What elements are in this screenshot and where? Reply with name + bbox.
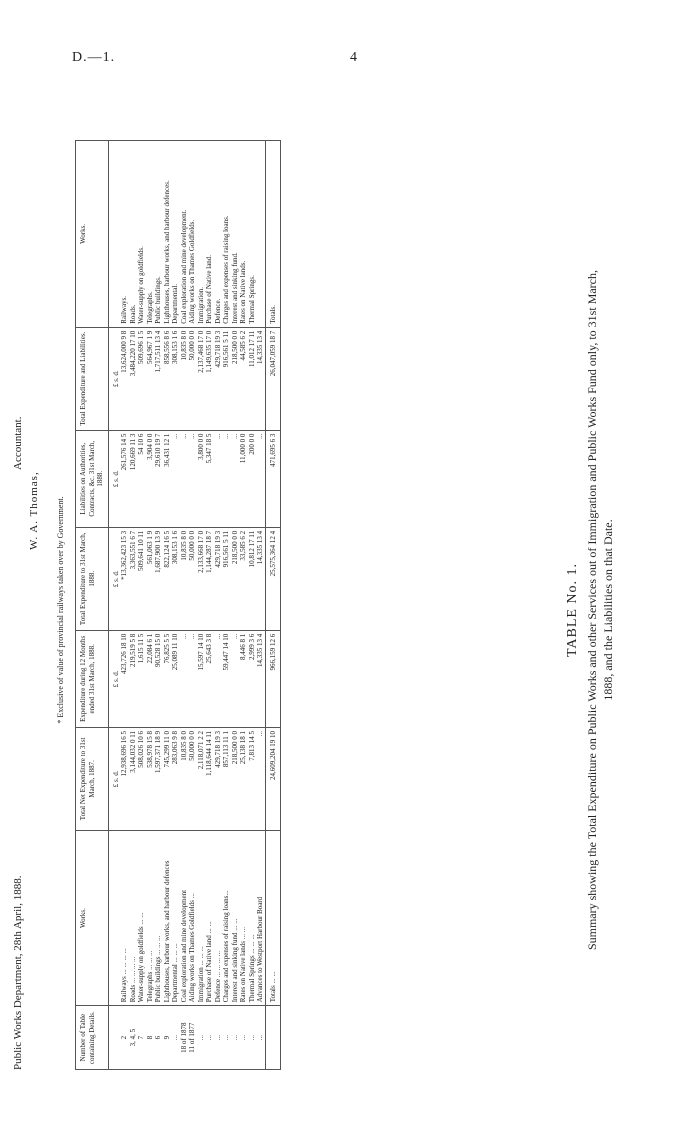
totals-liab: 471,695 6 3 — [265, 430, 281, 527]
cell-during: 1,615 11 5 — [137, 630, 146, 727]
cell-during: 76,825 5 5 — [163, 630, 172, 727]
document-reference: D.—1. — [72, 50, 116, 65]
cell-net: 283,063 9 8 — [171, 727, 180, 830]
cell-liab: 29,610 19 7 — [154, 430, 163, 527]
units-cell: £ s. d. — [108, 527, 120, 630]
cell-total: 916,561 5 11 — [222, 527, 231, 630]
cell-net: 25,138 18 1 — [239, 727, 248, 830]
cell-ref: ... — [222, 1006, 231, 1070]
header-number: Number of Table containing Details. — [76, 1006, 109, 1070]
cell-ref: 9 — [163, 1006, 172, 1070]
totals-label: Totals ... ... — [265, 830, 281, 1006]
cell-ref: ... — [248, 1006, 257, 1070]
cell-grand: 429,718 19 3 — [214, 327, 223, 430]
cell-liab: 200 0 0 — [248, 430, 257, 527]
cell-during: 59,447 14 10 — [222, 630, 231, 727]
table-header-row — [76, 141, 109, 1070]
summary-line-1: Summary showing the Total Expenditure on Public Works and other Services out of Immigration and Public Works Fund only, to 31st March, — [585, 269, 599, 951]
cell-net: 1,597,371 18 9 — [154, 727, 163, 830]
cell-ref: 18 of 1878 — [180, 1006, 189, 1070]
cell-grand: 858,556 8 6 — [163, 327, 172, 430]
cell-grand: 1,717,511 13 4 — [154, 327, 163, 430]
table-row — [214, 141, 223, 1070]
cell-works2: Roads. — [129, 141, 138, 328]
cell-net: 857,113 11 1 — [222, 727, 231, 830]
cell-total: *13,362,423 15 3 — [120, 527, 129, 630]
cell-net: 10,835 8 0 — [180, 727, 189, 830]
header-total-liabilities: Total Expenditure and Liabilities. — [76, 327, 109, 430]
cell-ref: ... — [205, 1006, 214, 1070]
cell-grand: 308,153 1 6 — [171, 327, 180, 430]
cell-during: ... — [231, 630, 240, 727]
totals-during: 966,159 12 6 — [265, 630, 281, 727]
cell-liab: ... — [231, 430, 240, 527]
cell-works: Defence ... ... ... ... — [214, 830, 223, 1006]
cell-works2: Coal exploration and mine development. — [180, 141, 189, 328]
totals-net: 24,609,204 19 10 — [265, 727, 281, 830]
cell-liab: 54 10 6 — [137, 430, 146, 527]
signer-position: Accountant. — [12, 416, 24, 470]
cell-liab: ... — [214, 430, 223, 527]
cell-works: Departmental ... ... ... — [171, 830, 180, 1006]
cell-total: 1,144,287 18 7 — [205, 527, 214, 630]
totals-total: 25,575,364 12 4 — [265, 527, 281, 630]
cell-during: ... — [188, 630, 197, 727]
cell-total: 33,585 6 2 — [239, 527, 248, 630]
cell-net: 218,500 0 0 — [231, 727, 240, 830]
table-row — [171, 141, 180, 1070]
table-row — [146, 141, 155, 1070]
expenditure-table — [75, 140, 281, 1070]
cell-during: 90,528 15 0 — [154, 630, 163, 727]
cell-works: Purchase of Native land ... ... — [205, 830, 214, 1006]
table-row — [248, 141, 257, 1070]
cell-ref: 8 — [146, 1006, 155, 1070]
cell-liab: 120,669 11 3 — [129, 430, 138, 527]
table-row — [137, 141, 146, 1070]
cell-works: Roads ... ... ... ... — [129, 830, 138, 1006]
table-row — [188, 141, 197, 1070]
cell-during: 22,084 6 1 — [146, 630, 155, 727]
cell-works2 — [256, 141, 265, 328]
cell-grand: 916,561 5 11 — [222, 327, 231, 430]
header-liabilities: Liabilities on Authorities, Contracts, &c. 31st March, 1888. — [76, 430, 109, 527]
cell-works: Thermal Springs ... ... ... — [248, 830, 257, 1006]
cell-works: Interest and sinking fund ... ... — [231, 830, 240, 1006]
cell-works: Advances to Westport Harbour Board — [256, 830, 265, 1006]
cell-grand: 3,484,220 17 10 — [129, 327, 138, 430]
cell-net: 3,144,032 0 11 — [129, 727, 138, 830]
cell-works2: Purchase of Native land. — [205, 141, 214, 328]
cell-works2: Public buildings. — [154, 141, 163, 328]
cell-grand: 2,137,468 17 0 — [197, 327, 206, 430]
cell-net: 7,813 14 5 — [248, 727, 257, 830]
header-total-1888: Total Expenditure to 31st March, 1888. — [76, 527, 109, 630]
cell-works2: Telegraphs. — [146, 141, 155, 328]
cell-ref: ... — [231, 1006, 240, 1070]
cell-net: 538,978 15 8 — [146, 727, 155, 830]
cell-ref: ... — [214, 1006, 223, 1070]
cell-ref: ... — [171, 1006, 180, 1070]
cell-during: 15,597 14 10 — [197, 630, 206, 727]
cell-liab: 5,347 18 5 — [205, 430, 214, 527]
table-body — [108, 141, 265, 1070]
table-row — [129, 141, 138, 1070]
cell-total: 10,835 8 0 — [180, 527, 189, 630]
cell-liab: ... — [256, 430, 265, 527]
table-row — [120, 141, 129, 1070]
units-row — [108, 141, 120, 1070]
cell-during: 2,999 3 6 — [248, 630, 257, 727]
table-row — [163, 141, 172, 1070]
cell-works: Coal exploration and mine development — [180, 830, 189, 1006]
cell-total: 14,335 13 4 — [256, 527, 265, 630]
header-net-1887: Total Net Expenditure to 31st March, 1887. — [76, 727, 109, 830]
cell-grand: 564,967 1 9 — [146, 327, 155, 430]
cell-grand: 44,585 6 2 — [239, 327, 248, 430]
table-row — [180, 141, 189, 1070]
cell-works: Aiding works on Thames Goldfields ... — [188, 830, 197, 1006]
cell-ref: 7 — [137, 1006, 146, 1070]
cell-net: 50,000 0 0 — [188, 727, 197, 830]
units-cell: £ s. d. — [108, 727, 120, 830]
cell-during: 25,089 11 10 — [171, 630, 180, 727]
cell-liab: ... — [180, 430, 189, 527]
header-during-12-months: Expenditure during 12 Months ended 31st March, 1888. — [76, 630, 109, 727]
cell-liab: 11,000 0 0 — [239, 430, 248, 527]
cell-works: Immigration ... ... ... — [197, 830, 206, 1006]
cell-total: 218,500 0 0 — [231, 527, 240, 630]
cell-grand: 1,149,635 17 0 — [205, 327, 214, 430]
cell-liab: ... — [222, 430, 231, 527]
cell-works2: Aiding works on Thames Goldfields. — [188, 141, 197, 328]
cell-net: 508,026 10 6 — [137, 727, 146, 830]
cell-works2: Rates on Native lands. — [239, 141, 248, 328]
cell-net: 745,299 11 0 — [163, 727, 172, 830]
page-number: 4 — [350, 50, 358, 65]
table-row — [197, 141, 206, 1070]
cell-liab: ... — [171, 430, 180, 527]
totals-label-2: Totals. — [265, 141, 281, 328]
cell-total: 1,687,900 13 9 — [154, 527, 163, 630]
cell-liab: 3,904 0 0 — [146, 430, 155, 527]
cell-net: 429,718 19 3 — [214, 727, 223, 830]
table-row — [231, 141, 240, 1070]
cell-during: 423,726 18 10 — [120, 630, 129, 727]
table-row — [222, 141, 231, 1070]
table-row — [256, 141, 265, 1070]
cell-total: 561,063 1 9 — [146, 527, 155, 630]
cell-grand: 10,835 8 0 — [180, 327, 189, 430]
cell-works2: Thermal Springs. — [248, 141, 257, 328]
header-works-2: Works. — [76, 141, 109, 328]
table-row — [205, 141, 214, 1070]
units-cell: £ s. d. — [108, 630, 120, 727]
cell-works: Public buildings ... ... ... — [154, 830, 163, 1006]
cell-ref: ... — [239, 1006, 248, 1070]
cell-works: Railways ... ... ... ... — [120, 830, 129, 1006]
units-cell: £ s. d. — [108, 430, 120, 527]
cell-total: 10,812 17 11 — [248, 527, 257, 630]
cell-ref: 2 — [120, 1006, 129, 1070]
cell-ref: ... — [197, 1006, 206, 1070]
table-summary — [584, 110, 616, 1110]
cell-works2: Water-supply on goldfields. — [137, 141, 146, 328]
cell-works2: Departmental. — [171, 141, 180, 328]
cell-total: 822,124 16 5 — [163, 527, 172, 630]
cell-net: ... — [256, 727, 265, 830]
table-row — [239, 141, 248, 1070]
cell-works2: Interest and sinking fund. — [231, 141, 240, 328]
summary-line-2: 1888, and the Liabilities on that Date. — [601, 519, 615, 701]
cell-ref: ... — [256, 1006, 265, 1070]
rotated-page-content — [10, 110, 700, 1110]
totals-grand: 26,047,059 18 7 — [265, 327, 281, 430]
cell-ref: 6 — [154, 1006, 163, 1070]
cell-grand: 50,000 0 0 — [188, 327, 197, 430]
cell-works: Lighthouses, harbour works, and harbour defences — [163, 830, 172, 1006]
cell-grand: 14,335 13 4 — [256, 327, 265, 430]
table-row — [154, 141, 163, 1070]
cell-during: 219,519 5 8 — [129, 630, 138, 727]
cell-works2: Immigration. — [197, 141, 206, 328]
cell-liab: ... — [188, 430, 197, 527]
cell-during: ... — [214, 630, 223, 727]
cell-during: 8,446 8 1 — [239, 630, 248, 727]
cell-works2: Lighthouses, harbour works, and harbour defences. — [163, 141, 172, 328]
cell-liab: 261,576 14 5 — [120, 430, 129, 527]
cell-liab: 36,431 12 1 — [163, 430, 172, 527]
cell-during: 14,335 13 4 — [256, 630, 265, 727]
cell-works: Telegraphs ... ... ... — [146, 830, 155, 1006]
cell-grand: 13,624,000 9 8 — [120, 327, 129, 430]
cell-total: 308,153 1 6 — [171, 527, 180, 630]
header-works: Works. — [76, 830, 109, 1006]
table-title: TABLE No. 1. — [565, 562, 580, 658]
cell-works: Rates on Native lands ... ... — [239, 830, 248, 1006]
cell-works2: Railways. — [120, 141, 129, 328]
cell-liab: 3,800 0 0 — [197, 430, 206, 527]
cell-works: Charges and expenses of raising loans... — [222, 830, 231, 1006]
footnote: * Exclusive of value of provincial railways taken over by Government. — [56, 496, 65, 724]
totals-row — [265, 141, 281, 1070]
cell-works: Water-supply on goldfields ... ... — [137, 830, 146, 1006]
cell-ref: 11 of 1877 — [188, 1006, 197, 1070]
cell-net: 2,118,071 2 2 — [197, 727, 206, 830]
cell-ref: 3, 4, 5 — [129, 1006, 138, 1070]
signer-name: W. A. Thomas, — [28, 471, 40, 550]
cell-net: 1,118,644 14 11 — [205, 727, 214, 830]
cell-during: ... — [180, 630, 189, 727]
cell-during: 25,643 3 8 — [205, 630, 214, 727]
cell-works2: Defence. — [214, 141, 223, 328]
cell-grand: 509,696 1 5 — [137, 327, 146, 430]
cell-total: 2,133,668 17 0 — [197, 527, 206, 630]
department-date: Public Works Department, 28th April, 1888. — [12, 875, 24, 1070]
cell-net: 12,938,696 16 5 — [120, 727, 129, 830]
cell-grand: 11,012 17 11 — [248, 327, 257, 430]
cell-total: 50,000 0 0 — [188, 527, 197, 630]
cell-works2: Charges and expenses of raising loans. — [222, 141, 231, 328]
units-cell: £ s. d. — [108, 327, 120, 430]
cell-grand: 218,500 0 0 — [231, 327, 240, 430]
cell-total: 509,641 10 11 — [137, 527, 146, 630]
cell-total: 3,363,551 6 7 — [129, 527, 138, 630]
cell-total: 429,718 19 3 — [214, 527, 223, 630]
